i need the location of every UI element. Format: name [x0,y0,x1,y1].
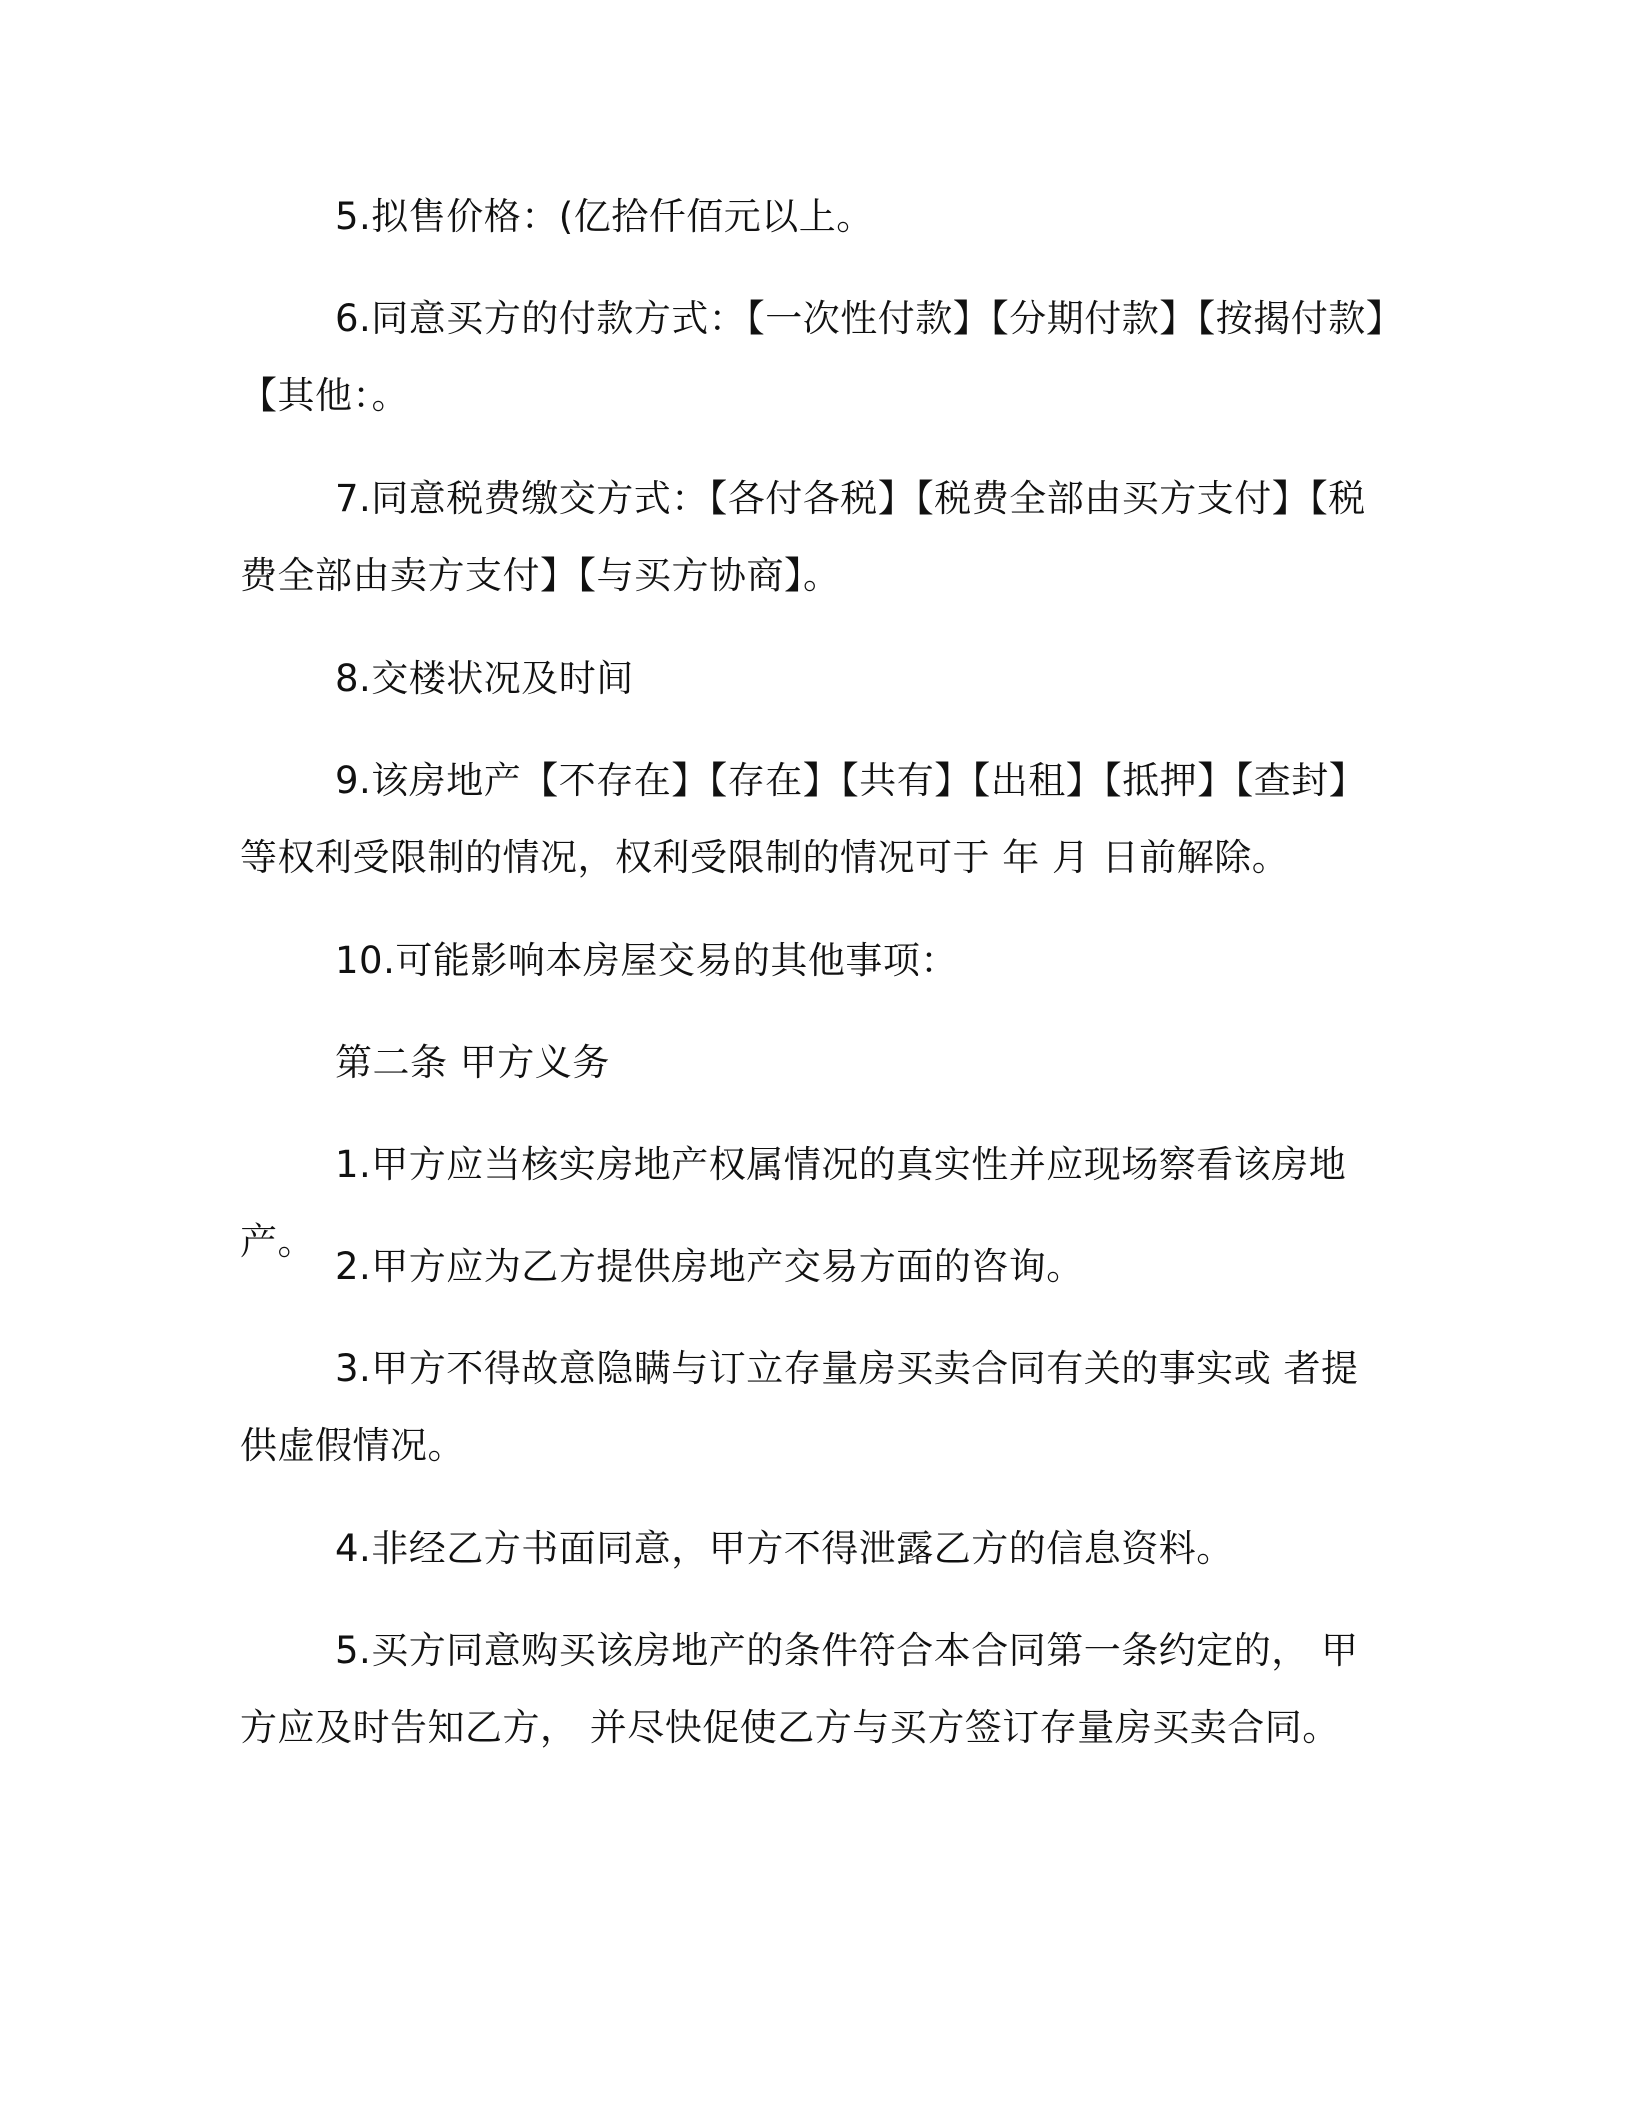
clause-price: 5.拟售价格：(亿拾仟佰元以上。 [335,195,874,238]
clause-handover: 8.交楼状况及时间 [335,657,634,700]
clause-other-matters: 10.可能影响本房屋交易的其他事项： [335,939,958,982]
clause-payment-method: 6.同意买方的付款方式：【一次性付款】【分期付款】【按揭付款】【其他：。 [240,297,1385,417]
clause-tax-payment: 7.同意税费缴交方式：【各付各税】【税费全部由买方支付】【税费全部由卖方支付】【与买方协商】。 [240,477,1366,597]
obligation-4: 4.非经乙方书面同意，甲方不得泄露乙方的信息资料。 [335,1527,1234,1570]
obligation-1: 1.甲方应当核实房地产权属情况的真实性并应现场察看该房地产。 [240,1143,1347,1263]
section-heading-party-a-obligations: 第二条 甲方义务 [335,1041,610,1084]
obligation-5: 5.买方同意购买该房地产的条件符合本合同第一条约定的， 甲方应及时告知乙方， 并尽快促使乙方与买方签订存量房买卖合同。 [240,1629,1359,1749]
clause-rights-restriction: 9.该房地产【不存在】【存在】【共有】【出租】【抵押】【查封】等权利受限制的情况，权利受限制的情况可于 年 月 日前解除。 [240,759,1367,879]
obligation-2: 2.甲方应为乙方提供房地产交易方面的咨询。 [335,1245,1084,1288]
obligation-3: 3.甲方不得故意隐瞒与订立存量房买卖合同有关的事实或 者提供虚假情况。 [240,1347,1359,1467]
